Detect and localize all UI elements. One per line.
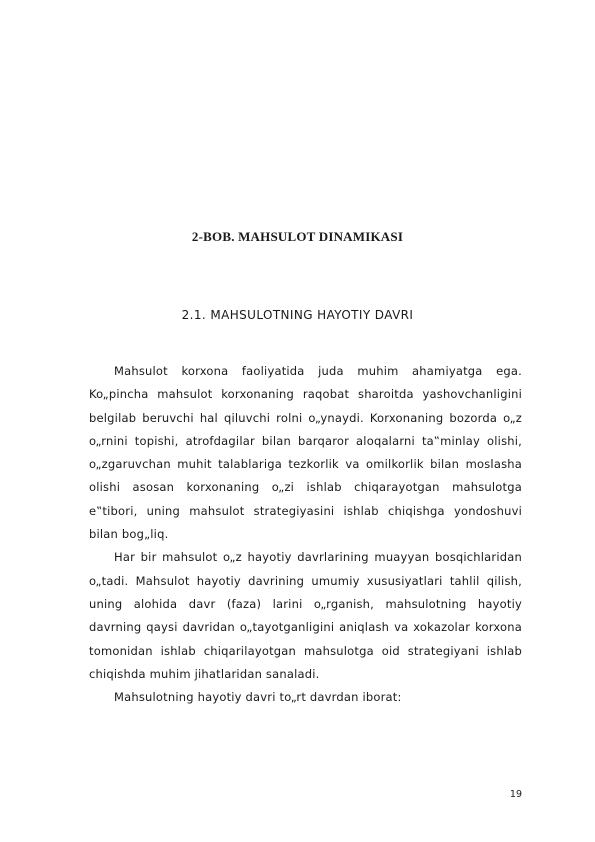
paragraph: Mahsulotning hayotiy davri to„rt davrdan iborat:	[114, 690, 402, 705]
body-text	[89, 360, 522, 709]
paragraph: Har bir mahsulot o„z hayotiy davrlarining muayyan bosqichlaridan o„tadi. Mahsulot hayotiy davrining umumiy xususiyatlari tahlil qilish, uning alohida davr (faza) larini o„rganish, mahsulotning hayotiy davrning qaysi davridan o„tayotganligini aniqlash va xokazolar korxona tomonidan ishlab chiqarilayotgan mahsulotga oid strategiyani ishlab chiqishda muhim jihatlaridan sanaladi.	[89, 550, 522, 681]
chapter-title: 2-BOB. MAHSULOT DINAMIKASI	[191, 229, 404, 244]
page-number: 19	[509, 789, 522, 800]
section-title: 2.1. MAHSULOTNING HAYOTIY DAVRI	[181, 308, 414, 322]
paragraph: Mahsulot korxona faoliyatida juda muhim ahamiyatga ega. Ko„pincha mahsulot korxonaning raqobat sharoitda yashovchanligini belgilab beruvchi hal qiluvchi rolni o„ynaydi. Korxonaning bozorda o„z o„rnini topishi, atrofdagilar bilan barqaror aloqalarni ta‟minlay olishi, o„zgaruvchan muhit talablariga tezkorlik va omilkorlik bilan moslasha olishi asosan korxonaning o„zi ishlab chiqarayotgan mahsulotga e‟tibori, uning mahsulot strategiyasini ishlab chiqishga yondoshuvi bilan bog„liq.	[89, 364, 522, 542]
